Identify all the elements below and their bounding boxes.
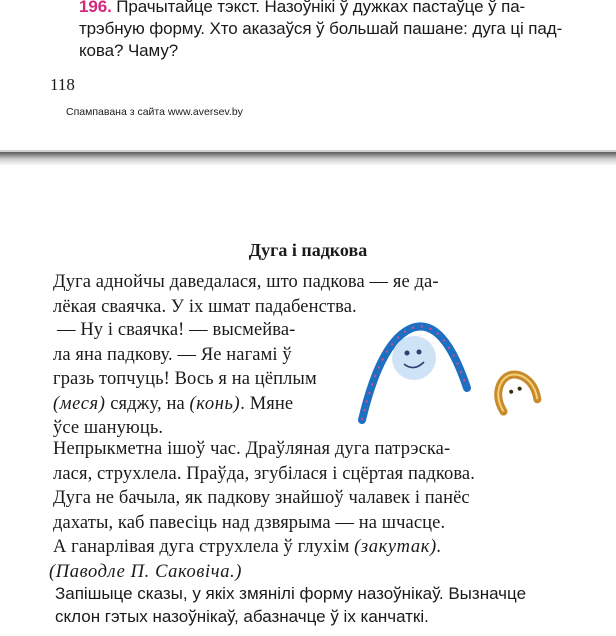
text-line: лёкая сваячка. У іх шмат падабенства. bbox=[53, 296, 357, 317]
text-fragment: сяджу, на bbox=[105, 393, 190, 414]
arc-and-horseshoe-illustration bbox=[352, 318, 552, 428]
arc-face bbox=[392, 336, 436, 380]
text-line: Непрыкметна ішоў час. Драўляная дуга патрэска- bbox=[53, 439, 451, 459]
bracket-noun: (закутак). bbox=[354, 537, 442, 557]
task-196-line3: кова? Чаму? bbox=[79, 41, 179, 60]
text-line: лася, струхлела. Праўда, згубілася і сцёртая падкова. bbox=[53, 463, 475, 484]
task-number: 196. bbox=[79, 0, 112, 16]
bracket-noun: (меся) bbox=[53, 393, 106, 414]
instruction-line2: склон гэтых назоўнікаў, абазначце ў іх канчаткі. bbox=[55, 607, 429, 626]
task-196-line1 bbox=[79, 0, 579, 18]
text-line: ўсе шануюць. bbox=[53, 418, 164, 438]
task-196 bbox=[79, 0, 579, 62]
instruction-line1: Запішыце сказы, у якіх змянілі форму назоўнікаў. Вызначце bbox=[55, 584, 527, 603]
page-number: 118 bbox=[50, 75, 75, 94]
page-separator bbox=[0, 152, 616, 166]
task-text-line1: Прачытайце тэкст. Назоўнікі ў дужках пастаўце ў па- bbox=[111, 0, 526, 16]
text-fragment: А ганарлівая дуга струхлела ў глухім bbox=[53, 537, 355, 557]
story-paragraph-2 bbox=[53, 318, 317, 441]
text-line: Дуга не бачыла, як падкову знайшоў чалавек і панёс bbox=[53, 488, 470, 508]
text-line: — Ну і сваячка! — высмейва- bbox=[57, 320, 296, 340]
text-line: ла яна падкову. — Яе нагамі ў bbox=[53, 344, 292, 365]
source-note: Спампавана з сайта www.aversev.by bbox=[66, 106, 243, 118]
arc-eye-right bbox=[417, 350, 422, 355]
story-paragraph-1 bbox=[53, 270, 439, 319]
exercise-instruction bbox=[55, 582, 575, 628]
task-196-line2: трэбную форму. Хто аказаўся ў большай пашане: дуга ці пад- bbox=[79, 19, 563, 38]
text-fragment: . Мяне bbox=[240, 393, 294, 414]
bracket-noun: (конь) bbox=[189, 393, 241, 414]
text-line bbox=[53, 392, 317, 417]
story-title: Дуга і падкова bbox=[248, 240, 368, 260]
story-paragraph-4 bbox=[49, 535, 442, 584]
text-line: Дуга аднойчы даведалася, што падкова — яе да- bbox=[53, 272, 439, 292]
horseshoe bbox=[492, 369, 538, 412]
text-line: дахаты, каб павесіць над дзвярыма — на шчасце. bbox=[53, 512, 446, 533]
arc-eye-left bbox=[405, 351, 410, 356]
story-paragraph-3 bbox=[53, 437, 475, 535]
story-attribution: (Паводле П. Саковіча.) bbox=[49, 561, 243, 582]
text-line bbox=[53, 535, 442, 560]
text-line: гразь топчуць! Вось я на цёплым bbox=[53, 369, 317, 389]
